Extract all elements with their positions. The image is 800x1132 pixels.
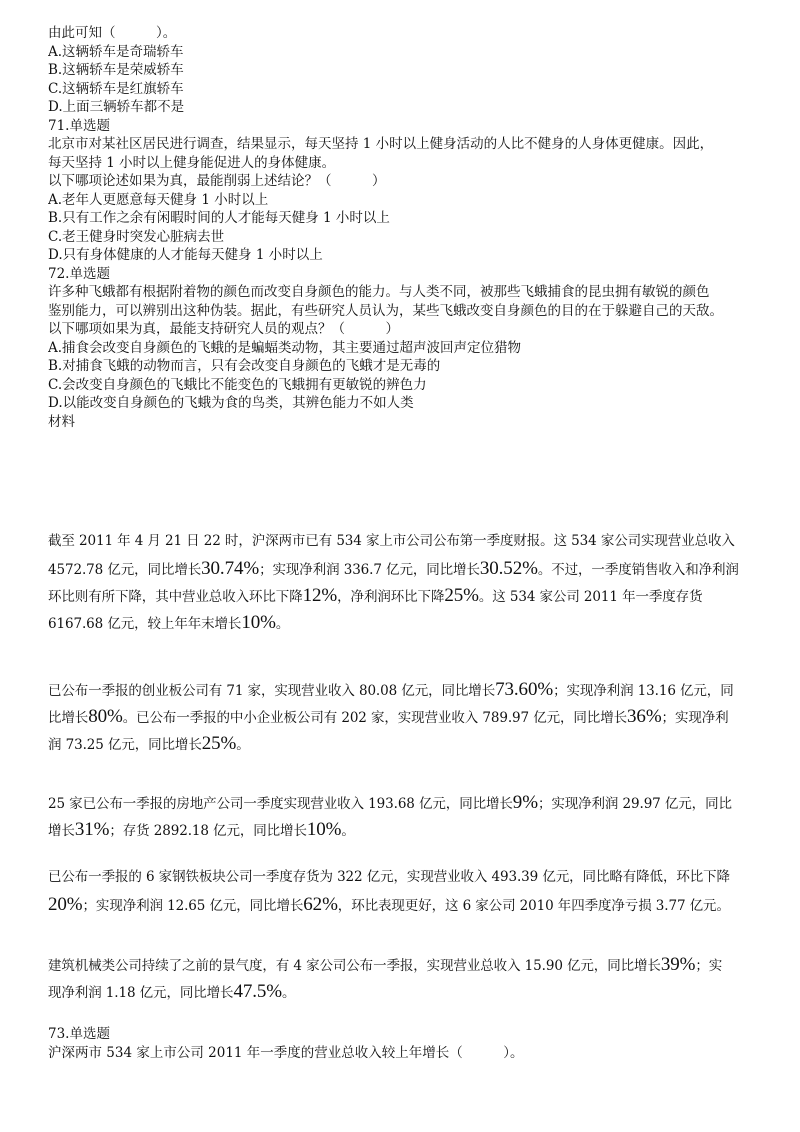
p1-l3-text-a: 环比则有所下降，其中营业总收入环比下降: [48, 589, 303, 605]
p1-line2: [48, 555, 758, 582]
q71-stem-line1: 北京市对某社区居民进行调查，结果显示，每天坚持 1 小时以上健身活动的人比不健身的人身体更健康。因此，: [48, 136, 714, 152]
p4-line2: [48, 891, 758, 918]
p3-l2-text-c: 。: [341, 823, 355, 839]
q72-option-d: D.以能改变自身颜色的飞蛾为食的鸟类，其辨色能力不如人类: [48, 395, 414, 411]
q71-option-c: C.老王健身时突发心脏病去世: [48, 228, 225, 245]
material-label: 材料: [48, 413, 75, 430]
p5-line1: [48, 951, 758, 978]
q70-stem: 由此可知（ ）。: [48, 25, 177, 41]
p2-l2-pct-2: 36%: [627, 706, 662, 727]
q72-option-c: C.会改变自身颜色的飞蛾比不能变色的飞蛾拥有更敏锐的辨色力: [48, 376, 427, 393]
p1-l3-pct-2: 25%: [444, 585, 479, 606]
q72-question: 以下哪项如果为真，最能支持研究人员的观点？（ ）: [48, 321, 399, 337]
q71-option-a: A.老年人更愿意每天健身 1 小时以上: [48, 191, 269, 208]
p5-l2-text-a: 现净利润 1.18 亿元，同比增长: [48, 985, 234, 1001]
p3-l2-pct-2: 10%: [306, 819, 342, 840]
q70-option-c: C.这辆轿车是红旗轿车: [48, 80, 184, 97]
p2-l3-text-b: 。: [236, 737, 250, 753]
p1-line1: 截至 2011 年 4 月 21 日 22 时，沪深两市已有 534 家上市公司公布第一季度财报。这 534 家公司实现营业总收入: [48, 533, 735, 549]
q71-question: 以下哪项论述如果为真，最能削弱上述结论？（ ）: [48, 173, 386, 189]
p3-l2-text-b: ；存货 2892.18 亿元，同比增长: [109, 823, 307, 839]
p5-l2-text-b: 。: [282, 985, 296, 1001]
p3-l2-text-a: 增长: [48, 823, 75, 839]
p2-line3: [48, 730, 758, 757]
p3-line2: [48, 816, 758, 843]
q72-option-b: B.对捕食飞蛾的动物而言，只有会改变自身颜色的飞蛾才是无毒的: [48, 358, 441, 374]
material-paragraph-3: [48, 789, 758, 843]
p3-l1-text-b: ；实现净利润 29.97 亿元，同比: [537, 796, 732, 812]
p2-l2-text-a: 比增长: [48, 710, 89, 726]
p5-l1-text-b: ；实: [695, 958, 723, 974]
q72-option-a: A.捕食会改变自身颜色的飞蛾的是蝙蝠类动物，其主要通过超声波回声定位猎物: [48, 339, 522, 356]
p3-l2-pct-1: 31%: [74, 819, 110, 840]
q71-option-d: D.只有身体健康的人才能每天健身 1 小时以上: [48, 247, 323, 263]
q71-stem-line2: 每天坚持 1 小时以上健身能促进人的身体健康。: [48, 154, 336, 171]
p1-l4-text-a: 6167.68 亿元，较上年年末增长: [48, 616, 242, 632]
p2-l1-pct-1: 73.60%: [495, 679, 554, 700]
p1-l4-text-b: 。: [275, 616, 290, 632]
p3-line1: [48, 789, 758, 816]
p2-line2: [48, 703, 758, 730]
p2-l1-text-b: ；实现净利润 13.16 亿元，同: [553, 683, 734, 699]
p2-l1-text-a: 已公布一季报的创业板公司有 71 家，实现营业收入 80.08 亿元，同比增长: [48, 683, 496, 699]
questions-70-72: [48, 24, 753, 431]
p1-l2-text-b: ；实现净利润 336.7 亿元，同比增长: [259, 562, 480, 578]
q70-option-d: D.上面三辆轿车都不是: [48, 99, 185, 115]
material-paragraph-5: [48, 951, 758, 1005]
q70-option-b: B.这辆轿车是荣威轿车: [48, 62, 184, 78]
p5-line2: [48, 978, 758, 1005]
p1-line3: [48, 582, 758, 609]
p1-l2-text-c: 。不过，一季度销售收入和净利润: [537, 562, 739, 578]
q71-header: 71.单选题: [48, 117, 110, 134]
p5-l2-pct-1: 47.5%: [233, 981, 283, 1002]
p4-l2-text-b: ，环比表现更好，这 6 家公司 2010 年四季度净亏损 3.77 亿元。: [337, 898, 730, 914]
p4-l2-text-a: ；实现净利润 12.65 亿元，同比增长: [82, 898, 304, 914]
p4-l2-pct-1: 20%: [48, 894, 83, 915]
q70-option-a: A.这辆轿车是奇瑞轿车: [48, 43, 184, 60]
material-paragraph-2: [48, 676, 758, 757]
p2-line1: [48, 676, 758, 703]
p2-l3-pct-1: 25%: [201, 733, 237, 754]
q72-stem-line1: 许多种飞蛾都有根据附着物的颜色而改变自身颜色的能力。与人类不同，被那些飞蛾捕食的昆虫拥有敏锐的颜色: [48, 284, 710, 300]
p2-l2-text-b: 。已公布一季报的中小企业板公司有 202 家，实现营业收入 789.97 亿元，同比增长: [122, 710, 628, 726]
p3-l1-pct-1: 9%: [512, 792, 538, 813]
question-73: [48, 1025, 753, 1062]
p4-l2-pct-2: 62%: [303, 894, 338, 915]
p3-l1-text-a: 25 家已公布一季报的房地产公司一季度实现营业收入 193.68 亿元，同比增长: [48, 796, 513, 812]
material-paragraph-1: [48, 528, 758, 636]
q71-option-b: B.只有工作之余有闲暇时间的人才能每天健身 1 小时以上: [48, 210, 390, 226]
p1-l2-text-a: 4572.78 亿元，同比增长: [48, 562, 202, 578]
p2-l2-text-c: ；实现净利: [661, 710, 729, 726]
p1-l2-pct-1: 30.74%: [201, 558, 260, 579]
material-paragraph-4: [48, 864, 758, 918]
p1-l4-pct-1: 10%: [241, 612, 276, 633]
p1-l3-text-b: ，净利润环比下降: [337, 589, 445, 605]
p4-line1: 已公布一季报的 6 家钢铁板块公司一季度存货为 322 亿元，实现营业收入 493.39 亿元，同比略有降低，环比下降: [48, 869, 730, 885]
p1-l3-text-c: 。这 534 家公司 2011 年一季度存货: [478, 589, 703, 605]
p5-l1-text-a: 建筑机械类公司持续了之前的景气度，有 4 家公司公布一季报，实现营业总收入 15.90 亿元，同比增长: [48, 958, 661, 974]
q72-header: 72.单选题: [48, 265, 110, 282]
p1-l3-pct-1: 12%: [302, 585, 338, 606]
q72-stem-line2: 鉴别能力，可以辨别出这种伪装。据此，有些研究人员认为，某些飞蛾改变自身颜色的目的在于躲避自己的天敌。: [48, 302, 723, 319]
q73-question: 沪深两市 534 家上市公司 2011 年一季度的营业总收入较上年增长（ ）。: [48, 1044, 524, 1061]
p1-l2-pct-2: 30.52%: [479, 558, 538, 579]
p1-line4: [48, 609, 758, 636]
p2-l2-pct-1: 80%: [88, 706, 123, 727]
p2-l3-text-a: 润 73.25 亿元，同比增长: [48, 737, 202, 753]
p5-l1-pct-1: 39%: [660, 954, 696, 975]
q73-header: 73.单选题: [48, 1026, 110, 1042]
